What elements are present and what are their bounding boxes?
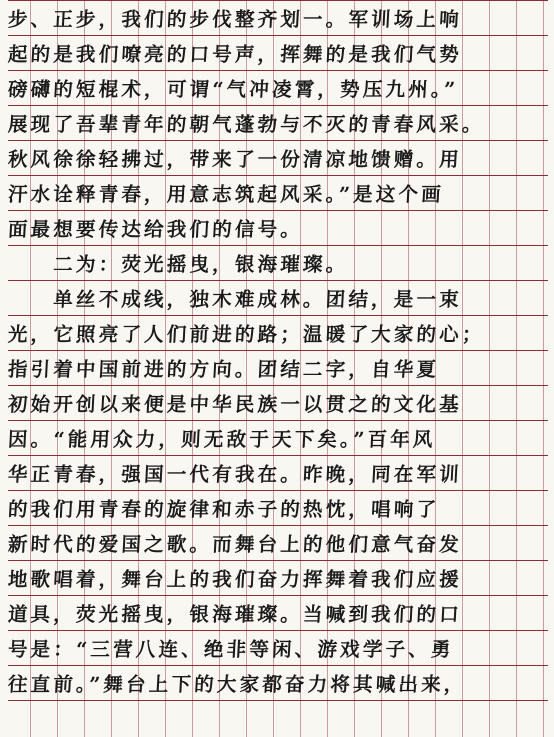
essay-line-text: 的我们用青春的旋律和赤子的热忱，唱响了: [7, 498, 440, 521]
essay-line-text: 展现了吾辈青年的朝气蓬勃与不灭的青春风采。: [7, 113, 486, 136]
essay-line-text: 初始开创以来便是中华民族一以贯之的文化基: [7, 393, 463, 416]
essay-line-text: 道具，荧光摇曳，银海璀璨。当喊到我们的口: [7, 603, 463, 626]
essay-line-text: 华正青春，强国一代有我在。昨晚，同在军训: [7, 463, 463, 486]
essay-line: [8, 351, 548, 386]
essay-line: [8, 316, 548, 351]
essay-line: [8, 456, 548, 491]
essay-line-text: 二为：荧光摇曳，银海璀璨。: [7, 253, 350, 276]
essay-line-text: 起的是我们嘹亮的口号声，挥舞的是我们气势: [7, 43, 463, 66]
essay-line: [8, 386, 548, 421]
essay-line: [8, 141, 548, 176]
essay-line: [8, 561, 548, 596]
essay-line-text: 号是：“三营八连、绝非等闲、游戏学子、勇: [7, 638, 455, 661]
essay-line-text: 新时代的爱国之歌。而舞台上的他们意气奋发: [7, 533, 463, 556]
essay-line-text: 光，它照亮了人们前进的路；温暖了大家的心；: [7, 323, 486, 346]
essay-line: [8, 491, 548, 526]
essay-line: [8, 246, 548, 281]
essay-line: [8, 106, 548, 141]
essay-line-text: 往直前。”舞台上下的大家都奋力将其喊出来，: [7, 673, 468, 696]
essay-line-text: 步、正步，我们的步伐整齐划一。军训场上响: [7, 8, 463, 31]
essay-line: [8, 71, 548, 106]
essay-line: [8, 0, 548, 36]
essay-line: [8, 176, 548, 211]
essay-lines: [8, 0, 548, 701]
essay-line-text: 单丝不成线，独木难成林。团结，是一束: [7, 288, 463, 311]
essay-line-text: 地歌唱着，舞台上的我们奋力挥舞着我们应援: [7, 568, 463, 591]
essay-line-text: 磅礴的短棍术，可谓“气冲凌霄，势压九州。”: [7, 78, 459, 101]
essay-line: [8, 281, 548, 316]
essay-line-text: 面最想要传达给我们的信号。: [7, 218, 304, 241]
essay-line: [8, 526, 548, 561]
essay-line: [8, 211, 548, 246]
essay-line-text: 汗水诠释青春，用意志筑起风采。”是这个画: [7, 183, 445, 206]
essay-line: [8, 631, 548, 666]
essay-line-text: 秋风徐徐轻拂过，带来了一份清凉地馈赠。用: [7, 148, 463, 171]
essay-line-text: 因。“能用众力，则无敌于天下矣。”百年风: [7, 428, 437, 451]
essay-line-text: 指引着中国前进的方向。团结二字，自华夏: [7, 358, 440, 381]
essay-line: [8, 421, 548, 456]
essay-line: [8, 36, 548, 71]
essay-line: [8, 666, 548, 701]
essay-line: [8, 596, 548, 631]
